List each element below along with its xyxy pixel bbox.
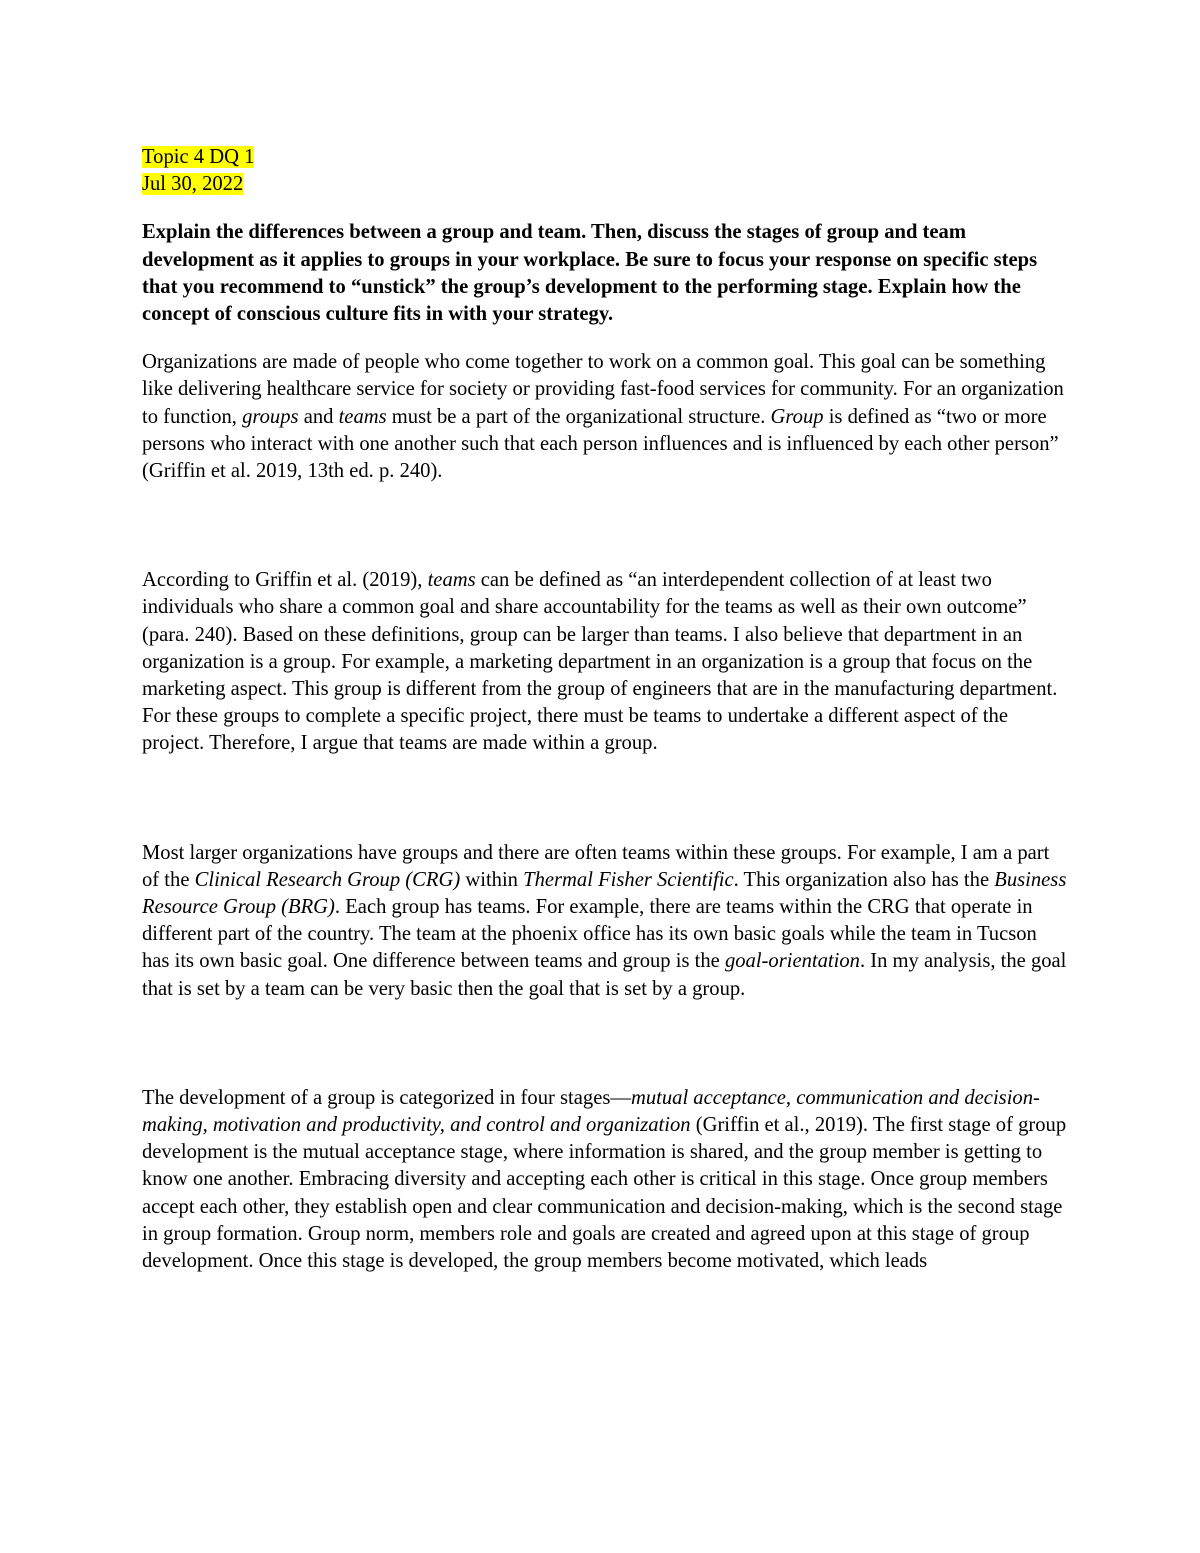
paragraph-2 [142,567,1068,757]
italic-text-segment: mutual acceptance, communication and decision-making, motivation and productivity, and control and organization [142,1086,1040,1137]
text-segment: . This organization also has the [733,868,995,891]
text-segment: . In my analysis, the goal that is set by a team can be very basic then the goal that is set by a group. [142,950,1067,1000]
date-line [142,171,1068,198]
date-highlight: Jul 30, 2022 [142,173,244,196]
paragraph-4 [142,1085,1068,1275]
document-body [142,144,1068,1275]
italic-text-segment: goal-orientation [724,950,860,973]
text-segment: and [298,405,339,428]
text-segment: . Each group has teams. For example, there are teams within the CRG that operate in different part of the country. The team at the phoenix office has its own basic goals while the team in Tucson has its own basic goal. One difference between teams and group is the [142,896,1037,973]
italic-text-segment: Group [770,405,824,428]
text-segment: Organizations are made of people who come together to work on a common goal. This goal can be something like delivering healthcare service for society or providing fast-food services for community. For an organization to function, [142,351,1064,428]
italic-text-segment: groups [242,405,299,428]
italic-text-segment: teams [338,405,387,428]
italic-text-segment: Business Resource Group (BRG) [142,868,1067,919]
text-segment: is defined as “two or more persons who interact with one another such that each person influences and is influenced by each other person” (Griffin et al. 2019, 13th ed. p. 240). [142,405,1059,483]
topic-highlight: Topic 4 DQ 1 [142,146,255,168]
text-segment: within [460,868,524,891]
italic-text-segment: Clinical Research Group (CRG) [194,868,461,891]
text-segment: can be defined as “an interdependent collection of at least two individuals who share a common goal and share accountability for the teams as well as their own outcome” (para. 240). Based on these definitions, group can be larger than teams. I also believe that department in an organization is a group. For example, a marketing department in an organization is a group that focus on the marketing aspect. This group is different from the group of engineers that are in the manufacturing department. For these groups to complete a specific project, there must be teams to undertake a different aspect of the project. Therefore, I argue that teams are made within a group. [142,569,1058,755]
text-segment: Most larger organizations have groups and there are often teams within these groups. For example, I am a part of the [142,841,1050,891]
discussion-prompt: Explain the differences between a group and team. Then, discuss the stages of group and team development as it applies to groups in your workplace. Be sure to focus your response on specific steps that you recommend to “unstick” the group’s development to the performing stage. Explain how the concept of conscious culture fits in with your strategy. [142,221,1038,326]
text-segment: (Griffin et al., 2019). The first stage of group development is the mutual acceptance stage, where information is shared, and the group member is getting to know one another. Embracing diversity and accepting each other is critical in this stage. Once group members accept each other, they establish open and clear communication and decision-making, which is the second stage in group formation. Group norm, members role and goals are created and agreed upon at this stage of group development. Once this stage is developed, the group members become motivated, which leads [142,1114,1067,1273]
paragraph-3 [142,840,1068,1003]
topic-line [142,144,1068,171]
paragraph-1 [142,349,1068,485]
italic-text-segment: teams [427,569,476,592]
text-segment: The development of a group is categorized in four stages— [142,1086,631,1109]
italic-text-segment: Thermal Fisher Scientific [523,868,734,891]
text-segment: must be a part of the organizational structure. [386,405,771,428]
text-segment: According to Griffin et al. (2019), [142,569,428,592]
